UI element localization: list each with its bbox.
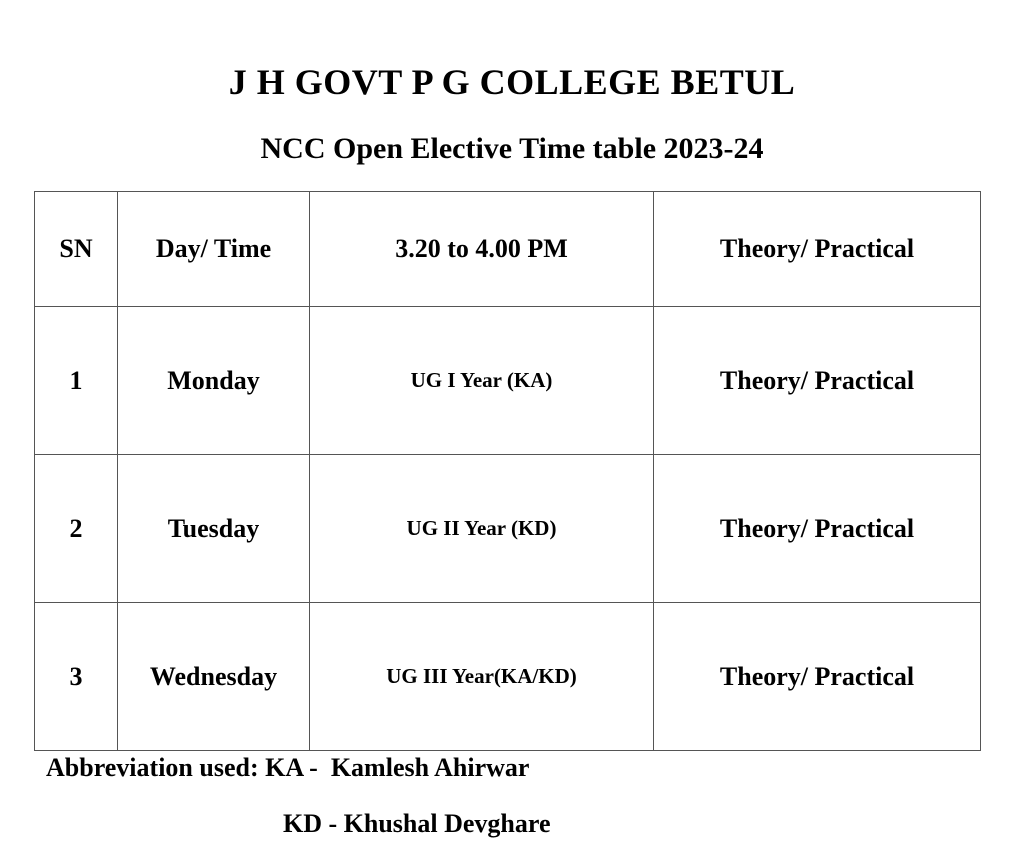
row-sn: 3 [35, 603, 118, 751]
table-row [35, 455, 981, 603]
row-day: Monday [118, 307, 310, 455]
row-type: Theory/ Practical [654, 455, 981, 603]
timetable-subtitle: NCC Open Elective Time table 2023-24 [260, 132, 764, 165]
header-time-slot: 3.20 to 4.00 PM [310, 192, 654, 307]
row-sn: 1 [35, 307, 118, 455]
row-day: Wednesday [118, 603, 310, 751]
header-sn: SN [35, 192, 118, 307]
row-class: UG III Year(KA/KD) [310, 603, 654, 751]
row-type: Theory/ Practical [654, 307, 981, 455]
row-class: UG II Year (KD) [310, 455, 654, 603]
header-theory-practical: Theory/ Practical [654, 192, 981, 307]
timetable [34, 191, 981, 751]
header-day-time: Day/ Time [118, 192, 310, 307]
table-row [35, 307, 981, 455]
college-title: J H GOVT P G COLLEGE BETUL [228, 62, 796, 102]
row-type: Theory/ Practical [654, 603, 981, 751]
table-header-row [35, 192, 981, 307]
abbreviation-line-ka: Abbreviation used: KA - Kamlesh Ahirwar [46, 753, 530, 782]
row-class: UG I Year (KA) [310, 307, 654, 455]
table-row [35, 603, 981, 751]
abbreviation-line-kd: KD - Khushal Devghare [283, 809, 551, 838]
row-sn: 2 [35, 455, 118, 603]
row-day: Tuesday [118, 455, 310, 603]
